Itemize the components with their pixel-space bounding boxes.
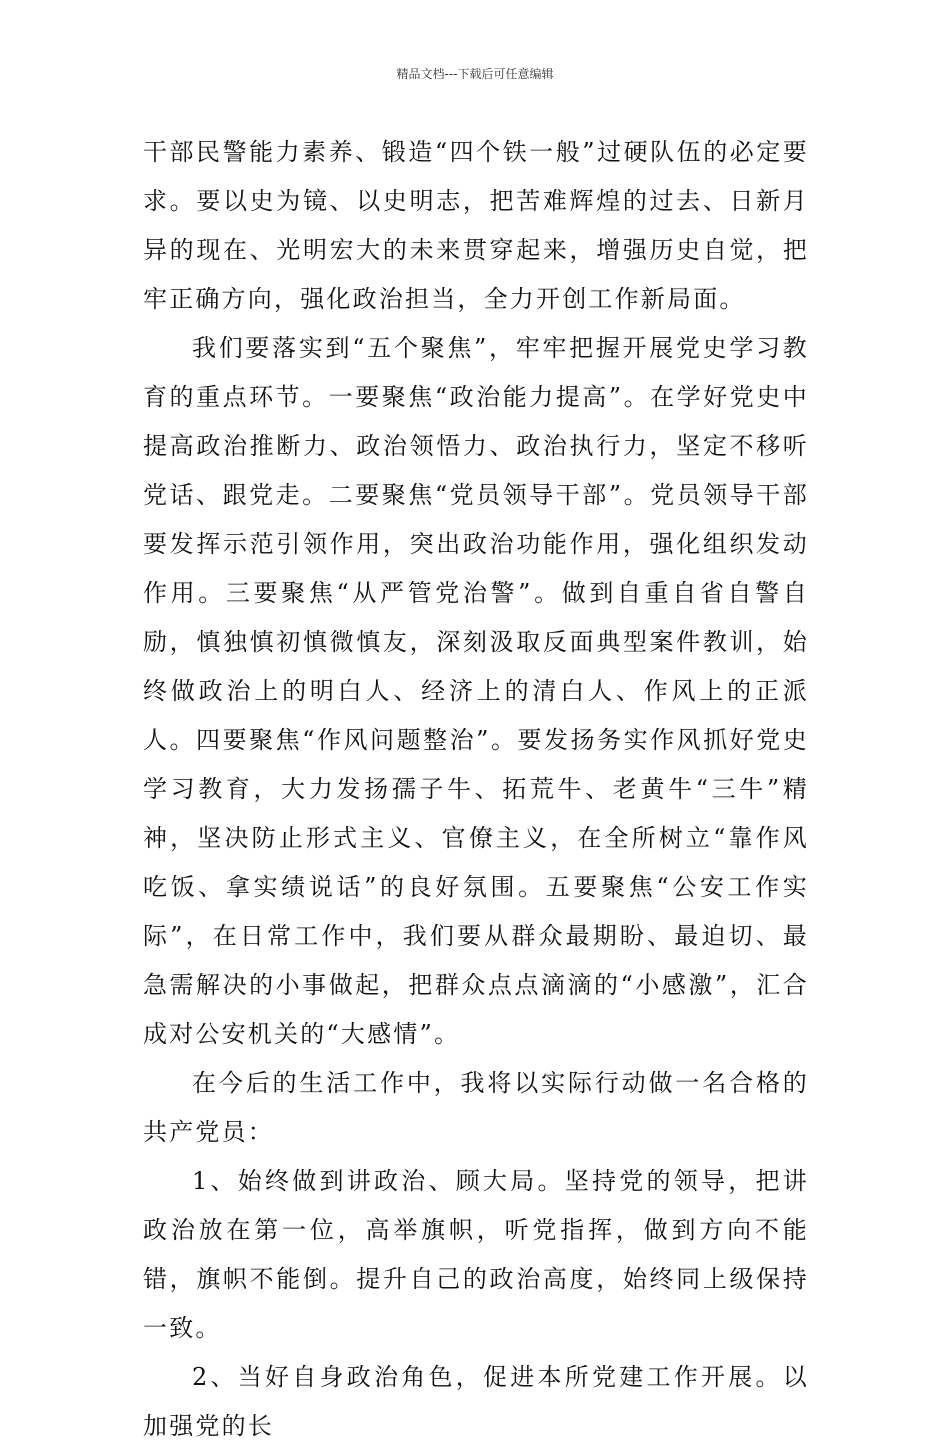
paragraph-5: 2、当好自身政治角色，促进本所党建工作开展。以加强党的长 — [143, 1363, 809, 1440]
page-header: 精品文档---下载后可任意编辑 — [396, 67, 554, 81]
paragraph-1: 干部民警能力素养、锻造“四个铁一般”过硬队伍的必定要求。要以史为镜、以史明志，把苦难辉煌的过去、日新月异的现在、光明宏大的未来贯穿起来，增强历史自觉，把牢正确方向，强化政治担当，全力开创工作新局面。 — [143, 138, 809, 313]
paragraph-3: 在今后的生活工作中，我将以实际行动做一名合格的共产党员： — [143, 1069, 809, 1146]
paragraph-4: 1、始终做到讲政治、顾大局。坚持党的领导，把讲政治放在第一位，高举旗帜，听党指挥，做到方向不能错，旗帜不能倒。提升自己的政治高度，始终同上级保持一致。 — [143, 1167, 809, 1342]
document-body — [143, 128, 809, 1451]
paragraph-2: 我们要落实到“五个聚焦”，牢牢把握开展党史学习教育的重点环节。一要聚焦“政治能力提高”。在学好党史中提高政治推断力、政治领悟力、政治执行力，坚定不移听党话、跟党走。二要聚焦“党员领导干部”。党员领导干部要发挥示范引领作用，突出政治功能作用，强化组织发动作用。三要聚焦“从严管党治警”。做到自重自省自警自励，慎独慎初慎微慎友，深刻汲取反面典型案件教训，始终做政治上的明白人、经济上的清白人、作风上的正派人。四要聚焦“作风问题整治”。要发扬务实作风抓好党史学习教育，大力发扬孺子牛、拓荒牛、老黄牛“三牛”精神，坚决防止形式主义、官僚主义，在全所树立“靠作风吃饭、拿实绩说话”的良好氛围。五要聚焦“公安工作实际”，在日常工作中，我们要从群众最期盼、最迫切、最急需解决的小事做起，把群众点点滴滴的“小感激”，汇合成对公安机关的“大感情”。 — [143, 334, 809, 1048]
